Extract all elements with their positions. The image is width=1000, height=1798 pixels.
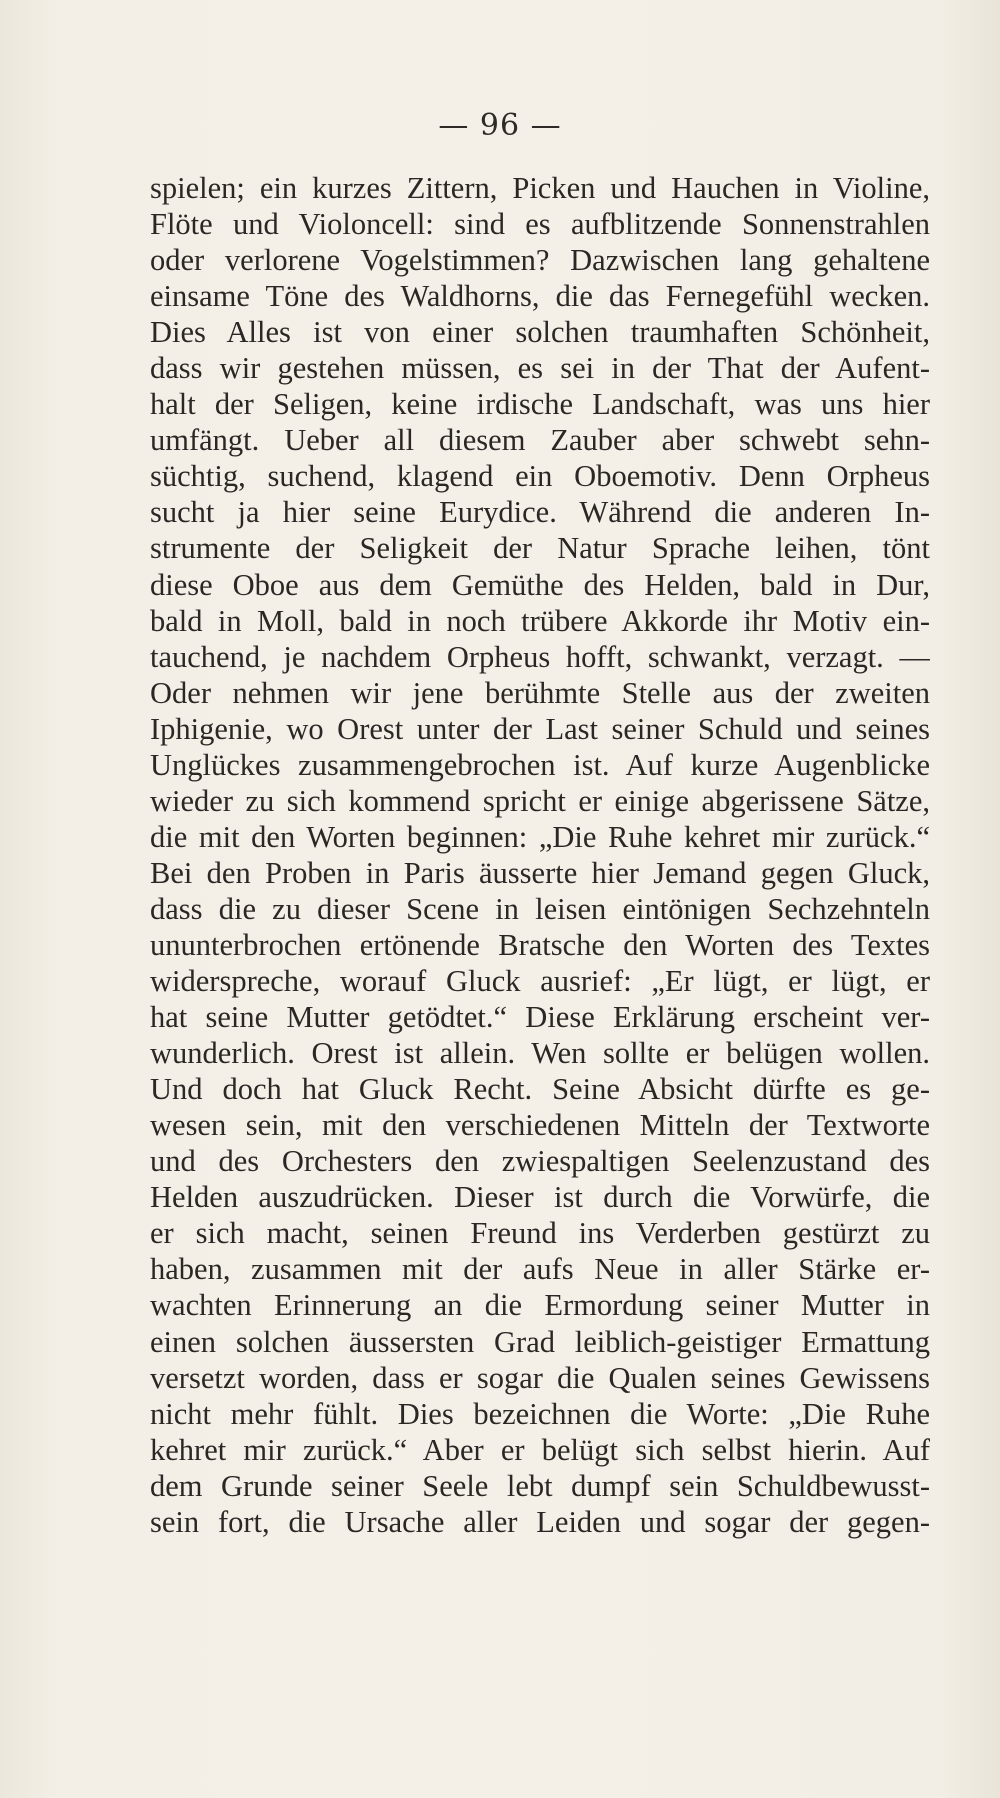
text-line: wieder zu sich kommend spricht er einige abgerissene Sätze,	[150, 783, 930, 818]
text-line: wesen sein, mit den verschiedenen Mitteln der Textworte	[150, 1108, 930, 1143]
text-line: wachten Erinnerung an die Ermordung seiner Mutter in	[150, 1288, 930, 1323]
text-line: halt der Seligen, keine irdische Landschaft, was uns hier	[150, 387, 930, 422]
text-line: tauchend, je nachdem Orpheus hofft, schwankt, verzagt. —	[150, 639, 930, 674]
text-line: die mit den Worten beginnen: „Die Ruhe kehret mir zurück.“	[150, 819, 930, 854]
body-text	[150, 170, 930, 1540]
text-line: kehret mir zurück.“ Aber er belügt sich selbst hierin. Auf	[150, 1432, 930, 1467]
text-line: Unglückes zusammengebrochen ist. Auf kurze Augenblicke	[150, 747, 930, 782]
text-line: Oder nehmen wir jene berühmte Stelle aus der zweiten	[150, 675, 930, 710]
text-line: sein fort, die Ursache aller Leiden und sogar der gegen-	[150, 1504, 930, 1539]
text-line: dass die zu dieser Scene in leisen eintönigen Sechzehnteln	[150, 891, 930, 926]
text-line: Flöte und Violoncell: sind es aufblitzende Sonnenstrahlen	[150, 207, 930, 242]
text-line: süchtig, suchend, klagend ein Oboemotiv. Denn Orpheus	[150, 459, 930, 494]
text-line: einen solchen äussersten Grad leiblich-geistiger Ermattung	[150, 1324, 930, 1359]
text-line: hat seine Mutter getödtet.“ Diese Erklärung erscheint ver-	[150, 1000, 930, 1035]
text-line: ununterbrochen ertönende Bratsche den Worten des Textes	[150, 927, 930, 962]
text-line: nicht mehr fühlt. Dies bezeichnen die Worte: „Die Ruhe	[150, 1396, 930, 1431]
text-line: oder verlorene Vogelstimmen? Dazwischen lang gehaltene	[150, 243, 930, 278]
text-line: Dies Alles ist von einer solchen traumhaften Schönheit,	[150, 315, 930, 350]
text-line: sucht ja hier seine Eurydice. Während die anderen In-	[150, 495, 930, 530]
text-line: strumente der Seligkeit der Natur Sprache leihen, tönt	[150, 531, 930, 566]
text-line: einsame Töne des Waldhorns, die das Fernegefühl wecken.	[150, 279, 930, 314]
text-line: haben, zusammen mit der aufs Neue in aller Stärke er-	[150, 1252, 930, 1287]
text-line: dem Grunde seiner Seele lebt dumpf sein Schuldbewusst-	[150, 1468, 930, 1503]
text-line: er sich macht, seinen Freund ins Verderben gestürzt zu	[150, 1216, 930, 1251]
text-line: Iphigenie, wo Orest unter der Last seiner Schuld und seines	[150, 711, 930, 746]
text-line: bald in Moll, bald in noch trübere Akkorde ihr Motiv ein-	[150, 603, 930, 638]
text-line: wunderlich. Orest ist allein. Wen sollte er belügen wollen.	[150, 1036, 930, 1071]
text-line: diese Oboe aus dem Gemüthe des Helden, bald in Dur,	[150, 567, 930, 602]
text-line: widerspreche, worauf Gluck ausrief: „Er lügt, er lügt, er	[150, 964, 930, 999]
text-line: und des Orchesters den zwiespaltigen Seelenzustand des	[150, 1144, 930, 1179]
text-line: Und doch hat Gluck Recht. Seine Absicht dürfte es ge-	[150, 1072, 930, 1107]
text-line: versetzt worden, dass er sogar die Qualen seines Gewissens	[150, 1360, 930, 1395]
page-number: — 96 —	[438, 108, 562, 143]
text-line: umfängt. Ueber all diesem Zauber aber schwebt sehn-	[150, 423, 930, 458]
text-line: spielen; ein kurzes Zittern, Picken und Hauchen in Violine,	[150, 171, 930, 205]
text-line: Helden auszudrücken. Dieser ist durch die Vorwürfe, die	[150, 1180, 930, 1215]
text-line: dass wir gestehen müssen, es sei in der That der Aufent-	[150, 351, 930, 386]
text-line: Bei den Proben in Paris äusserte hier Jemand gegen Gluck,	[150, 855, 930, 890]
